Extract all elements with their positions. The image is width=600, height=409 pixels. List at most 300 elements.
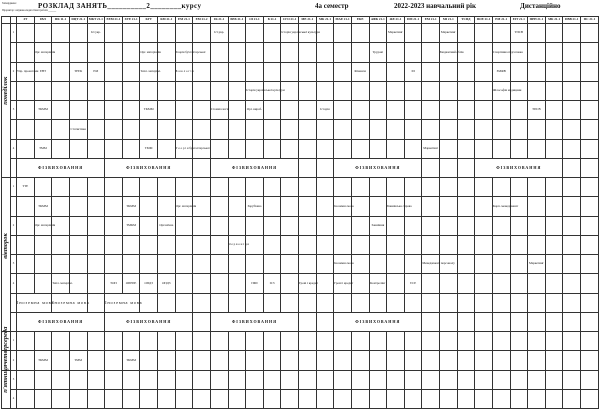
timetable-row xyxy=(2,24,599,43)
lesson-cell xyxy=(404,120,422,139)
lesson-cell xyxy=(581,197,599,216)
lesson-cell xyxy=(69,370,87,389)
lesson-cell: Іноземна мова xyxy=(52,293,87,312)
physical-education-cell: ФІЗВИХОВАННЯ xyxy=(105,312,193,331)
lesson-cell xyxy=(69,197,87,216)
lesson-cell xyxy=(281,235,299,254)
lesson-cell xyxy=(492,332,510,351)
lesson-cell xyxy=(281,389,299,408)
lesson-cell xyxy=(351,293,369,312)
lesson-cell xyxy=(316,255,334,274)
lesson-cell xyxy=(34,178,52,197)
lesson-cell: ОПДЗ xyxy=(140,274,158,293)
lesson-cell xyxy=(457,274,475,293)
timetable-row xyxy=(2,293,599,312)
lesson-cell xyxy=(210,62,228,81)
lesson-cell xyxy=(369,81,387,100)
lesson-cell xyxy=(17,216,35,235)
lesson-cell xyxy=(387,255,405,274)
lesson-cell: ОПДЗ xyxy=(158,274,176,293)
lesson-cell xyxy=(545,255,563,274)
lesson-cell xyxy=(105,81,123,100)
lesson-cell xyxy=(334,62,352,81)
lesson-cell xyxy=(563,255,581,274)
lesson-cell xyxy=(158,235,176,254)
lesson-cell xyxy=(510,370,528,389)
physical-education-cell xyxy=(440,158,458,177)
lesson-cell xyxy=(457,235,475,254)
lesson-cell xyxy=(210,81,228,100)
lesson-cell xyxy=(563,235,581,254)
lesson-number: 1 xyxy=(11,332,17,351)
lesson-cell xyxy=(545,216,563,235)
lesson-cell xyxy=(545,43,563,62)
lesson-cell xyxy=(193,178,211,197)
lesson-cell xyxy=(351,24,369,43)
lesson-cell xyxy=(175,351,193,370)
lesson-number: 4 xyxy=(11,139,17,158)
lesson-cell xyxy=(17,24,35,43)
lesson-cell xyxy=(422,370,440,389)
lesson-cell xyxy=(387,178,405,197)
lesson-cell xyxy=(422,81,440,100)
approval-note-signature: Проректор з науково-педагогічної роботи ______ xyxy=(2,9,57,12)
lesson-cell xyxy=(351,120,369,139)
lesson-cell xyxy=(140,255,158,274)
lesson-cell xyxy=(263,216,281,235)
lesson-cell xyxy=(140,332,158,351)
lesson-cell xyxy=(369,255,387,274)
semester-label: 4а семестр xyxy=(315,2,349,10)
lesson-cell xyxy=(263,139,281,158)
lesson-cell xyxy=(404,101,422,120)
lesson-cell: ЗМФВ xyxy=(492,62,510,81)
lesson-cell xyxy=(87,274,105,293)
lesson-cell xyxy=(105,235,123,254)
timetable-row xyxy=(2,351,599,370)
lesson-cell xyxy=(351,351,369,370)
lesson-cell xyxy=(87,235,105,254)
lesson-cell xyxy=(158,81,176,100)
lesson-cell xyxy=(281,197,299,216)
lesson-cell xyxy=(440,216,458,235)
lesson-cell: ЕМ xyxy=(87,62,105,81)
group-header: ПОЕ 21-1 xyxy=(475,17,493,24)
lesson-cell xyxy=(581,43,599,62)
lesson-cell xyxy=(563,24,581,43)
lesson-cell xyxy=(281,216,299,235)
lesson-cell: Іноземна мова xyxy=(334,255,352,274)
lesson-cell xyxy=(52,178,70,197)
lesson-cell xyxy=(175,235,193,254)
lesson-cell xyxy=(528,389,546,408)
lesson-cell xyxy=(334,139,352,158)
lesson-cell xyxy=(475,178,493,197)
group-header: ІВЛ xyxy=(34,17,52,24)
physical-education-cell: ФІЗВИХОВАННЯ xyxy=(105,158,193,177)
lesson-cell xyxy=(528,351,546,370)
lesson-cell xyxy=(316,81,334,100)
lesson-cell xyxy=(404,139,422,158)
lesson-cell: Ч е р в о н і ц я xyxy=(228,235,246,254)
lesson-cell xyxy=(52,389,70,408)
lesson-cell xyxy=(263,235,281,254)
lesson-cell xyxy=(528,62,546,81)
lesson-cell: Маркетинг xyxy=(387,24,405,43)
group-header: ЕІТ 21-1 xyxy=(510,17,528,24)
page-title: РОЗКЛАД ЗАНЯТЬ__________2________курсу xyxy=(38,2,202,10)
lesson-cell xyxy=(545,139,563,158)
lesson-cell xyxy=(193,62,211,81)
physical-education-cell xyxy=(581,158,599,177)
lesson-cell xyxy=(228,370,246,389)
timetable-row xyxy=(2,312,599,331)
lesson-cell xyxy=(228,81,246,100)
lesson-cell: Історія української культури xyxy=(281,24,299,43)
lesson-cell xyxy=(299,351,317,370)
lesson-cell xyxy=(404,24,422,43)
lesson-cell xyxy=(475,274,493,293)
lesson-cell xyxy=(510,216,528,235)
lesson-cell xyxy=(334,101,352,120)
lesson-cell xyxy=(492,370,510,389)
group-header: ТСПД xyxy=(457,17,475,24)
day-label-text: вівторок xyxy=(2,232,10,259)
corner-cell xyxy=(2,17,11,24)
lesson-cell xyxy=(281,139,299,158)
lesson-cell xyxy=(457,332,475,351)
lesson-cell xyxy=(87,197,105,216)
lesson-cell xyxy=(510,255,528,274)
lesson-cell xyxy=(334,351,352,370)
physical-education-cell: ФІЗВИХОВАННЯ xyxy=(210,312,298,331)
lesson-cell xyxy=(122,370,140,389)
lesson-cell xyxy=(351,370,369,389)
lesson-cell xyxy=(281,370,299,389)
lesson-cell: ТКММ xyxy=(34,101,52,120)
lesson-cell xyxy=(545,62,563,81)
lesson-cell: ІІІ xyxy=(404,62,422,81)
physical-education-cell xyxy=(299,312,317,331)
group-header: МК 21-1 xyxy=(545,17,563,24)
lesson-cell xyxy=(193,370,211,389)
timetable-row xyxy=(2,216,599,235)
lesson-cell xyxy=(52,197,70,216)
lesson-cell: ТМКМ xyxy=(122,216,140,235)
lesson-cell xyxy=(299,255,317,274)
lesson-cell xyxy=(34,255,52,274)
lesson-cell xyxy=(246,255,264,274)
lesson-cell xyxy=(175,389,193,408)
lesson-cell xyxy=(545,197,563,216)
lesson-cell xyxy=(52,351,70,370)
lesson-cell xyxy=(422,24,440,43)
lesson-cell xyxy=(210,139,228,158)
lesson-cell xyxy=(351,81,369,100)
timetable-row xyxy=(2,120,599,139)
lesson-cell xyxy=(122,178,140,197)
group-header: ОІ 21-1 xyxy=(246,17,264,24)
lesson-cell xyxy=(563,43,581,62)
lesson-cell xyxy=(369,389,387,408)
day-label-text: понеділок xyxy=(2,76,10,105)
lesson-cell xyxy=(422,120,440,139)
lesson-cell xyxy=(545,370,563,389)
lesson-cell xyxy=(581,370,599,389)
lesson-cell: ЄСЕ xyxy=(404,274,422,293)
lesson-cell xyxy=(528,235,546,254)
lesson-cell xyxy=(193,274,211,293)
group-header: ПРН 21-1 xyxy=(528,17,546,24)
lesson-cell xyxy=(228,62,246,81)
lesson-cell: Маркетинг xyxy=(422,139,440,158)
lesson-cell xyxy=(422,43,440,62)
lesson-cell xyxy=(122,62,140,81)
lesson-cell xyxy=(210,216,228,235)
lesson-cell xyxy=(457,81,475,100)
lesson-cell xyxy=(193,81,211,100)
lesson-cell xyxy=(387,235,405,254)
lesson-cell xyxy=(175,178,193,197)
lesson-cell xyxy=(299,43,317,62)
lesson-cell xyxy=(369,139,387,158)
group-header: МК 21-1 xyxy=(316,17,334,24)
lesson-cell xyxy=(246,351,264,370)
lesson-cell xyxy=(369,178,387,197)
lesson-cell xyxy=(228,332,246,351)
lesson-cell xyxy=(87,120,105,139)
lesson-cell xyxy=(281,274,299,293)
lesson-cell: Менеджмент персоналу xyxy=(422,255,440,274)
lesson-cell xyxy=(122,43,140,62)
lesson-cell xyxy=(334,293,352,312)
lesson-cell xyxy=(69,235,87,254)
day-label-text: п'ятниця xyxy=(2,365,10,394)
lesson-cell xyxy=(263,351,281,370)
lesson-number: 3 xyxy=(11,101,17,120)
timetable-row xyxy=(2,178,599,197)
physical-education-cell xyxy=(316,312,334,331)
lesson-cell xyxy=(528,216,546,235)
lesson-cell xyxy=(387,389,405,408)
lesson-cell xyxy=(528,178,546,197)
lesson-cell: Орг. вироб. xyxy=(246,101,264,120)
lesson-cell xyxy=(528,370,546,389)
lesson-cell xyxy=(440,274,458,293)
lesson-number: 3 xyxy=(11,255,17,274)
lesson-cell xyxy=(457,255,475,274)
lesson-cell xyxy=(351,235,369,254)
lesson-cell xyxy=(369,370,387,389)
lesson-cell xyxy=(69,216,87,235)
lesson-cell xyxy=(210,332,228,351)
lesson-cell xyxy=(299,62,317,81)
lesson-cell xyxy=(581,101,599,120)
lesson-cell xyxy=(457,178,475,197)
lesson-cell xyxy=(528,139,546,158)
lesson-cell xyxy=(387,351,405,370)
lesson-cell: Тепл. матеріал. xyxy=(52,274,70,293)
lesson-cell xyxy=(69,81,87,100)
lesson-cell xyxy=(581,178,599,197)
lesson-cell xyxy=(52,81,70,100)
lesson-cell xyxy=(316,293,334,312)
day-label-text: середа xyxy=(2,326,10,346)
lesson-cell xyxy=(140,351,158,370)
group-header: ЗТ xyxy=(17,17,35,24)
lesson-cell xyxy=(17,101,35,120)
lesson-cell xyxy=(17,235,35,254)
lesson-cell xyxy=(175,255,193,274)
lesson-cell: Теорія бухгалтерської xyxy=(175,43,193,62)
timetable-row xyxy=(2,197,599,216)
lesson-cell xyxy=(228,101,246,120)
lesson-cell: Орг. матеріалів xyxy=(140,43,158,62)
lesson-cell xyxy=(422,62,440,81)
lesson-cell xyxy=(17,255,35,274)
lesson-cell xyxy=(316,216,334,235)
lesson-cell xyxy=(581,351,599,370)
lesson-cell xyxy=(281,101,299,120)
lesson-number: 2 xyxy=(11,216,17,235)
day-label xyxy=(2,178,11,332)
lesson-cell xyxy=(69,255,87,274)
lesson-cell xyxy=(440,62,458,81)
lesson-cell xyxy=(316,197,334,216)
lesson-cell: ТПСВ xyxy=(528,101,546,120)
physical-education-cell xyxy=(563,158,581,177)
lesson-cell xyxy=(210,370,228,389)
lesson-cell xyxy=(316,43,334,62)
lesson-cell xyxy=(316,62,334,81)
lesson-cell xyxy=(581,235,599,254)
lesson-cell xyxy=(404,81,422,100)
lesson-cell xyxy=(422,197,440,216)
lesson-cell: Маркетинг xyxy=(528,255,546,274)
lesson-cell xyxy=(52,62,70,81)
lesson-cell xyxy=(404,43,422,62)
lesson-cell xyxy=(475,370,493,389)
lesson-cell xyxy=(545,274,563,293)
lesson-cell: Грові і кредит xyxy=(299,274,317,293)
lesson-cell xyxy=(299,389,317,408)
lesson-cell xyxy=(228,255,246,274)
lesson-cell xyxy=(34,24,52,43)
lesson-cell xyxy=(475,235,493,254)
lesson-cell xyxy=(228,389,246,408)
lesson-cell xyxy=(17,274,35,293)
lesson-cell xyxy=(528,274,546,293)
lesson-cell xyxy=(140,216,158,235)
lesson-cell: Бюджетний облік xyxy=(440,43,458,62)
lesson-cell xyxy=(140,197,158,216)
lesson-cell xyxy=(369,101,387,120)
lesson-cell xyxy=(105,370,123,389)
lesson-cell xyxy=(17,332,35,351)
lesson-cell xyxy=(140,235,158,254)
physical-education-cell xyxy=(457,312,475,331)
lesson-cell xyxy=(281,351,299,370)
timetable-row xyxy=(2,274,599,293)
lesson-cell xyxy=(475,293,493,312)
lesson-cell: Корп. менеджмент xyxy=(492,197,510,216)
lesson-cell xyxy=(105,351,123,370)
lesson-cell xyxy=(263,197,281,216)
lesson-cell xyxy=(492,255,510,274)
physical-education-cell xyxy=(545,312,563,331)
lesson-cell xyxy=(17,389,35,408)
group-header: КМ 21-1 xyxy=(158,17,176,24)
lesson-cell xyxy=(175,24,193,43)
lesson-cell xyxy=(122,332,140,351)
lesson-cell xyxy=(175,370,193,389)
lesson-cell xyxy=(263,293,281,312)
lesson-cell: Фінанси xyxy=(351,62,369,81)
lesson-cell xyxy=(387,332,405,351)
lesson-cell xyxy=(87,351,105,370)
lesson-cell: Іст.укр. xyxy=(210,24,228,43)
lesson-cell xyxy=(528,43,546,62)
group-header: ХТЕ 21-1 xyxy=(122,17,140,24)
lesson-cell xyxy=(440,370,458,389)
lesson-cell xyxy=(510,389,528,408)
lesson-cell xyxy=(87,139,105,158)
lesson-cell xyxy=(193,389,211,408)
lesson-cell xyxy=(246,216,264,235)
lesson-cell xyxy=(422,216,440,235)
lesson-cell xyxy=(52,332,70,351)
lesson-cell xyxy=(545,293,563,312)
lesson-cell xyxy=(299,139,317,158)
group-header: Б 21-1 xyxy=(263,17,281,24)
lesson-cell xyxy=(581,389,599,408)
lesson-cell xyxy=(175,101,193,120)
lesson-cell xyxy=(87,81,105,100)
lesson-cell xyxy=(246,389,264,408)
lesson-cell xyxy=(581,139,599,158)
lesson-cell: ТКММ xyxy=(122,351,140,370)
lesson-cell xyxy=(228,43,246,62)
lesson-cell xyxy=(492,178,510,197)
lesson-number: 4 xyxy=(11,389,17,408)
lesson-cell xyxy=(34,332,52,351)
lesson-cell xyxy=(158,178,176,197)
lesson-cell xyxy=(422,293,440,312)
lesson-cell xyxy=(351,216,369,235)
lesson-cell xyxy=(457,62,475,81)
lesson-cell xyxy=(122,101,140,120)
lesson-cell xyxy=(52,24,70,43)
lesson-cell xyxy=(581,120,599,139)
lesson-cell xyxy=(387,216,405,235)
lesson-cell xyxy=(457,24,475,43)
lesson-cell: Філософія медицини xyxy=(492,81,510,100)
lesson-cell xyxy=(563,370,581,389)
group-header: ЕКЕ xyxy=(351,17,369,24)
lesson-cell xyxy=(563,389,581,408)
lesson-cell xyxy=(492,351,510,370)
lesson-cell xyxy=(210,43,228,62)
lesson-cell xyxy=(105,24,123,43)
lesson-cell xyxy=(246,293,264,312)
lesson-cell xyxy=(175,274,193,293)
lesson-cell xyxy=(34,235,52,254)
lesson-cell xyxy=(193,235,211,254)
lesson-cell: Орг. матеріалів xyxy=(34,43,52,62)
lesson-cell: ТММ xyxy=(34,139,52,158)
lesson-cell xyxy=(246,139,264,158)
lesson-cell xyxy=(52,255,70,274)
